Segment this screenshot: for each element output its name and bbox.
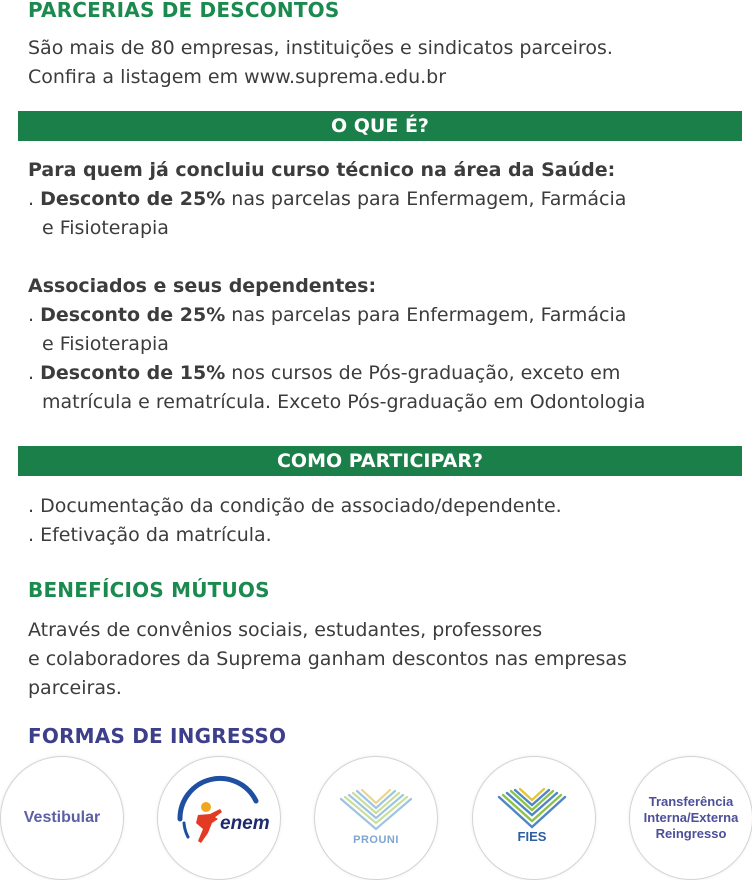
prouni-badge[interactable] xyxy=(314,756,438,880)
group1-item-1: . Desconto de 25% nas parcelas para Enfermagem, Farmácia xyxy=(28,188,627,210)
enem-badge[interactable] xyxy=(157,756,281,880)
fies-label: FIES xyxy=(517,829,547,844)
group2-item-1-highlight: Desconto de 25% xyxy=(40,304,226,326)
transferencia-line-2: Interna/Externa xyxy=(643,810,739,825)
o-que-e-content xyxy=(28,156,645,417)
parcerias-line-1: São mais de 80 empresas, instituições e sindicatos parceiros. xyxy=(28,37,613,59)
participar-item-2: . Efetivação da matrícula. xyxy=(28,524,272,546)
beneficios-text xyxy=(28,616,627,703)
beneficios-line-3: parceiras. xyxy=(28,677,122,699)
fies-logo-icon xyxy=(473,757,595,879)
como-participar-content xyxy=(28,492,562,550)
beneficios-line-2: e colaboradores da Suprema ganham descontos nas empresas xyxy=(28,648,627,670)
parcerias-title: PARCERIAS DE DESCONTOS xyxy=(28,0,340,22)
transferencia-line-1: Transferência xyxy=(648,794,734,809)
spacer xyxy=(28,243,645,272)
group2-item-1: . Desconto de 25% nas parcelas para Enfermagem, Farmácia xyxy=(28,304,627,326)
enem-logo-icon xyxy=(158,757,280,879)
vestibular-label: Vestibular xyxy=(23,809,101,826)
group2-title: Associados e seus dependentes: xyxy=(28,275,377,297)
group1-item-1-highlight: Desconto de 25% xyxy=(40,188,226,210)
o-que-e-band: O QUE É? xyxy=(18,111,742,141)
formas-title: FORMAS DE INGRESSO xyxy=(28,724,287,748)
prouni-logo-icon xyxy=(315,757,437,879)
group1-item-1-continued: e Fisioterapia xyxy=(42,217,169,239)
parcerias-text xyxy=(28,34,613,92)
vestibular-badge[interactable] xyxy=(0,756,124,880)
transferencia-badge[interactable] xyxy=(629,756,752,880)
beneficios-title: BENEFÍCIOS MÚTUOS xyxy=(28,578,270,602)
prouni-label: PROUNI xyxy=(353,834,399,846)
group1-title: Para quem já concluiu curso técnico na área da Saúde: xyxy=(28,159,616,181)
group2-item-2: . Desconto de 15% nos cursos de Pós-graduação, exceto em xyxy=(28,362,621,384)
group2-item-2-continued: matrícula e rematrícula. Exceto Pós-graduação em Odontologia xyxy=(42,391,646,413)
group2-item-1-continued: e Fisioterapia xyxy=(42,333,169,355)
como-participar-band: COMO PARTICIPAR? xyxy=(18,446,742,476)
transferencia-label xyxy=(644,794,739,842)
participar-item-1: . Documentação da condição de associado/dependente. xyxy=(28,495,562,517)
transferencia-line-3: Reingresso xyxy=(655,826,727,841)
beneficios-line-1: Através de convênios sociais, estudantes, professores xyxy=(28,619,543,641)
group2-item-2-highlight: Desconto de 15% xyxy=(40,362,226,384)
fies-badge[interactable] xyxy=(472,756,596,880)
parcerias-line-2: Confira a listagem em www.suprema.edu.br xyxy=(28,66,447,88)
enem-label: enem xyxy=(220,813,270,834)
